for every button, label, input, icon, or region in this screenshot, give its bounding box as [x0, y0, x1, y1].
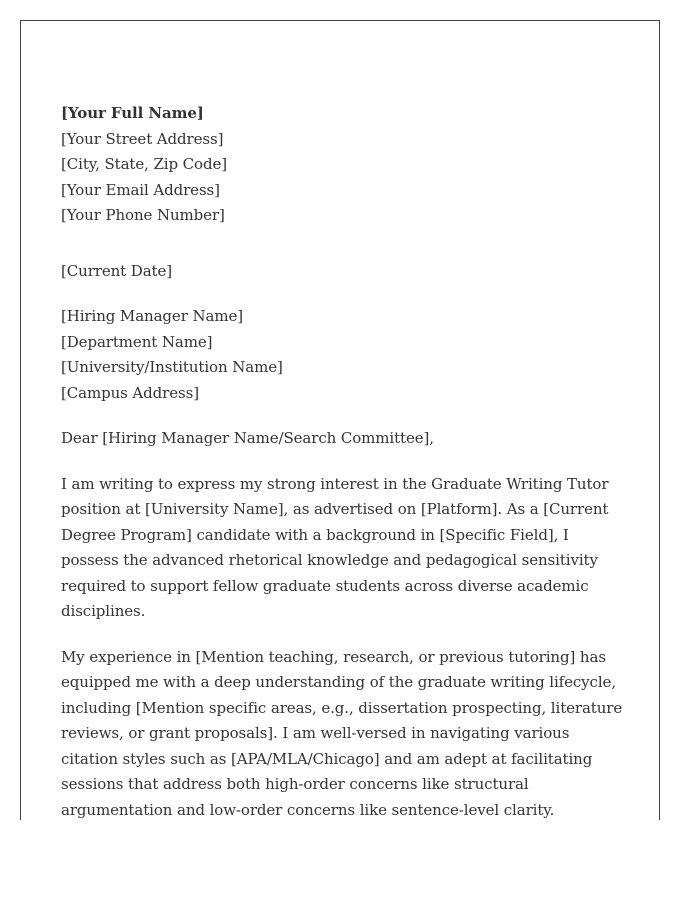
- sender-email: [Your Email Address]: [61, 180, 220, 199]
- sender-city: [City, State, Zip Code]: [61, 155, 227, 173]
- salutation: Dear [Hiring Manager Name/Search Committee],: [61, 429, 434, 447]
- sender-block: [61, 101, 627, 229]
- body-paragraph-1: I am writing to express my strong interest in the Graduate Writing Tutor position at [University Name], as advertised on [Platform]. As a [Current Degree Program] candidate with a background in [Specific Field], I possess the advanced rhetorical knowledge and pedagogical sensitivity required to support fellow graduate students across diverse academic disciplines.: [61, 474, 609, 620]
- recipient-name: [Hiring Manager Name]: [61, 307, 243, 325]
- spacer: [61, 625, 627, 645]
- recipient-address: [Campus Address]: [61, 383, 199, 402]
- sender-street: [Your Street Address]: [61, 129, 224, 148]
- spacer: [61, 229, 627, 259]
- letter-body: [61, 101, 627, 823]
- spacer: [61, 452, 627, 472]
- letter-date: [Current Date]: [61, 261, 172, 280]
- spacer: [61, 284, 627, 304]
- recipient-department: [Department Name]: [61, 332, 213, 351]
- letter-page: [20, 20, 660, 820]
- spacer: [61, 406, 627, 426]
- sender-phone: [Your Phone Number]: [61, 206, 225, 224]
- sender-name: [Your Full Name]: [61, 104, 204, 122]
- recipient-block: [61, 304, 627, 406]
- body-paragraph-2: My experience in [Mention teaching, research, or previous tutoring] has equipped me with a deep understanding of the graduate writing lifecycle, including [Mention specific areas, e.g., dissertation prospecting, literature reviews, or grant proposals]. I am well-versed in navigating various citation styles such as [APA/MLA/Chicago] and am adept at facilitating sessions that address both high-order concerns like structural argumentation and low-order concerns like sentence-level clarity.: [61, 647, 623, 819]
- recipient-institution: [University/Institution Name]: [61, 358, 283, 376]
